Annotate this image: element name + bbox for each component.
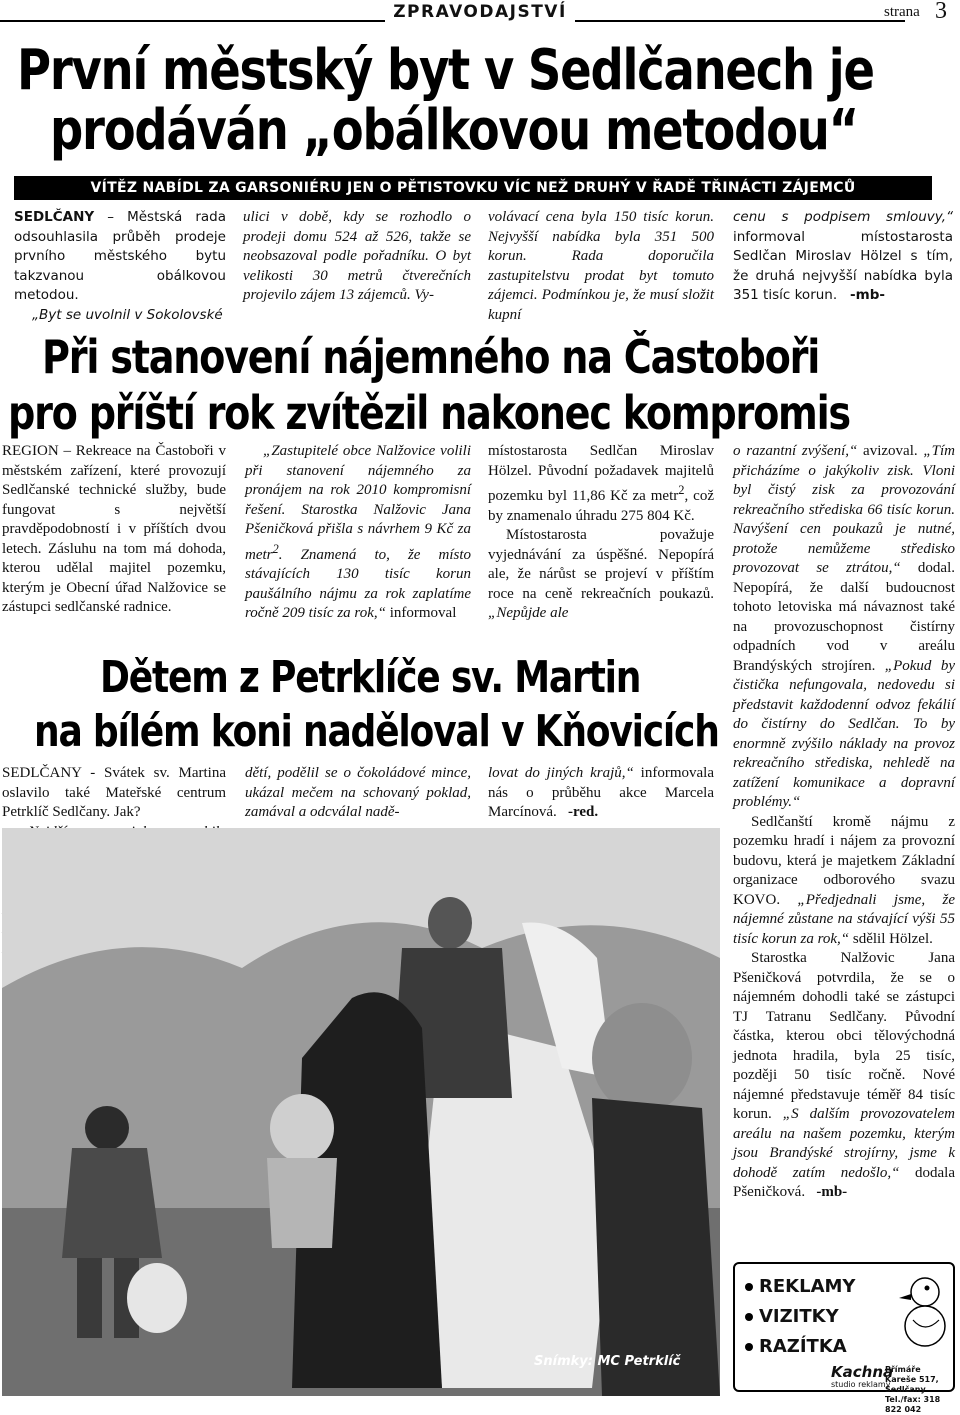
ad-address bbox=[885, 1365, 953, 1415]
article2-col3-text-cont: , což by znamenalo úhradu 275 804 Kč. bbox=[488, 488, 714, 524]
running-header bbox=[0, 0, 960, 24]
article2-title-line2: pro příští rok zvítězil nakonec kompromis bbox=[8, 386, 850, 440]
ad-brand-sub: studio reklamy bbox=[831, 1380, 891, 1389]
article1-col4-text: informoval místostarosta Sedlčan Miroslav Hölzel s tím, že druhá nejvyšší nabídka byla 351 tisíc korun. bbox=[733, 228, 953, 303]
ad-address-line: Přímáře Kareše 517, Sedlčany bbox=[885, 1365, 939, 1394]
article1-col1 bbox=[14, 208, 226, 325]
article2-col1 bbox=[2, 442, 226, 618]
ad-phone: Tel./fax: 318 822 042 bbox=[885, 1395, 941, 1414]
article1-subtitle: VÍTĚZ NABÍDL ZA GARSONIÉRU JEN O PĚTISTOVKU VÍC NEŽ DRUHÝ V ŘADĚ TŘINÁCTI ZÁJEMCŮ bbox=[14, 176, 932, 200]
article2-title-line1: Při stanovení nájemného na Častoboři bbox=[42, 330, 820, 384]
superscript: 2 bbox=[272, 541, 279, 556]
advertisement-kachna[interactable] bbox=[733, 1262, 955, 1414]
ad-item bbox=[745, 1336, 847, 1357]
article2-col2-quote-cont: . Znamená to, že místo stávajících 130 tisíc korun paušálního nájmu za rok zaplatíme ročně 209 tisíc za rok,“ bbox=[245, 546, 471, 621]
article1-col3: volávací cena byla 150 tisíc korun. Nejvyšší nabídka byla 351 500 korun. Rada doporučila zastupitelstvu prodat byt tomuto zájemci. Podmínkou je, že musí složit kupní bbox=[488, 209, 714, 323]
bullet-icon bbox=[745, 1283, 753, 1291]
article2-col4-text1: avizoval. bbox=[857, 443, 918, 459]
article2-col4-quote2: „Tím přicházíme o jakýkoliv zisk. Vloni byl čistý zisk za provozování rekreačního střediska 66 tisíc korun. Navýšení cen poukazů je nutné, protože nemůžeme středisko provozovat se ztrátou,“ bbox=[733, 443, 956, 576]
article2-col3-quote: „Nepůjde ale bbox=[488, 605, 569, 621]
article2-col3 bbox=[488, 442, 714, 624]
page-number: 3 bbox=[935, 0, 947, 24]
ad-item-label: RAZÍTKA bbox=[759, 1336, 847, 1357]
article3-title-line1: Dětem z Petrklíče sv. Martin bbox=[100, 652, 641, 703]
article2-col2 bbox=[245, 442, 471, 624]
dateline: SEDLČANY bbox=[2, 765, 82, 781]
article2-col4-quote1: o razantní zvýšení,“ bbox=[733, 443, 858, 459]
article2-col3-p2: Místostarosta považuje vyjednávání za úspěšné. Nepopírá ale, že nárůst se projeví v příštím roce na ceně rekreačních poukazů. bbox=[488, 527, 714, 602]
article2-col4-quote3: „Pokud by čistička nefungovala, nedovedu si představit každodenní odvoz fekálií do čistírny do Sedlčan. To by enormně zvýšilo náklady na provoz rekreačního střediska, nehledě na zatížení komunikace a dopravní problémy.“ bbox=[733, 657, 956, 810]
article1-col1-text: – Městská rada odsouhlasila průběh prodeje prvního městského bytu takzvanou obálkovou metodou. bbox=[14, 209, 226, 303]
author-sign: -mb- bbox=[816, 1184, 848, 1200]
duck-mascot-icon bbox=[895, 1270, 951, 1350]
article1-title-line2: prodáván „obálkovou metodou“ bbox=[50, 98, 858, 163]
article2-col2-end: informoval bbox=[385, 605, 457, 621]
article2-col4-text2: dodal. Nepopírá, že další budoucnost tohoto letoviska má návaznost také na provozuschopnost čistírny odpadních vod v areálu Brandýských strojíren. bbox=[733, 560, 956, 674]
article2-col4-p3: Starostka Nalžovic Jana Pšeničková potvrdila, že se o nájemném dohodli také se zástupci TJ Tatranu Sedlčany. Původní částka, kterou obci tělovýchodná jednota hradila, byla 25 tisíc, později 50 tisíc ročně. Nové nájemné představuje téměř 84 tisíc korun. bbox=[733, 950, 955, 1122]
bullet-icon bbox=[745, 1313, 753, 1321]
article2-col4 bbox=[733, 442, 955, 1203]
article1-col4-quote: cenu s podpisem smlouvy,“ bbox=[733, 209, 953, 225]
author-sign: -red. bbox=[567, 804, 599, 820]
author-sign: -mb- bbox=[850, 287, 885, 303]
ad-brand: Kachna bbox=[831, 1363, 894, 1381]
article3-col3 bbox=[488, 764, 714, 823]
article3-col3-quote: lovat do jiných krajů,“ bbox=[488, 765, 634, 781]
article1-title-line1: První městský byt v Sedlčanech je bbox=[17, 38, 874, 103]
page-label: strana bbox=[884, 4, 920, 20]
article2-col4-p2-end: sdělil Hölzel. bbox=[849, 930, 933, 947]
article3-title-line2: na bílém koni naděloval v Kňovicích bbox=[34, 706, 719, 757]
article2-col4-p2: Sedlčanští kromě nájmu z pozemku hradí i nájem za provozní budovu, která je majetkem Základní organizace odborového svazu KOVO. bbox=[733, 813, 955, 908]
photo-st-martin bbox=[2, 828, 720, 1396]
ad-item bbox=[745, 1276, 855, 1297]
article3-col1-text: - Svátek sv. Martina oslavilo také Mateřské centrum Petrklíč Sedlčany. Jak? bbox=[2, 765, 226, 820]
dateline: SEDLČANY bbox=[14, 209, 95, 225]
article3-col2: dětí, podělil se o čokoládové mince, ukázal mečem na schovaný poklad, zamával a odcválal nadě- bbox=[245, 765, 471, 820]
bullet-icon bbox=[745, 1343, 753, 1351]
photo-credit: Snímky: MC Petrklíč bbox=[534, 1354, 681, 1369]
article2-col4-p3-quote: „S dalším provozovatelem areálu na našem pozemku, kterým jsou Brandýské strojírny, jsme k dohodě zatím nedošlo,“ bbox=[733, 1106, 955, 1181]
article2-col1-text: – Rekreace na Častoboři v městském zařízení, které provozují Sedlčanské technické služby, bude fungovat s největší pravděpodobností i v příštích dvou letech. Zásluhu na tom má dohoda, kterou udělal majitel pozemku, kterým je Obecní úřad Nalžovice se zástupci sedlčanské radnice. bbox=[2, 443, 226, 615]
dateline: REGION bbox=[2, 443, 59, 459]
article1-col2: ulici v době, kdy se rozhodlo o prodeji domu 524 až 526, takže se neobsazoval podle pořadníku. O byt velikosti 30 metrů čtverečních projevilo zájem 13 zájemců. Vy- bbox=[243, 209, 471, 303]
article2-col4-p3-end: dodala Pšeničková. bbox=[733, 1164, 955, 1200]
article1-col1-quote: „Byt se uvolnil v Sokolovské bbox=[32, 306, 223, 323]
section-title: ZPRAVODAJSTVÍ bbox=[385, 0, 575, 24]
article2-col4-p2-quote: „Předjednali jsme, že nájemné zůstane na stávající výši 55 tisíc korun za rok,“ bbox=[733, 891, 955, 947]
article2-col2-quote: „Zastupitelé obce Nalžovice volili při stanovení nájemného za pronájem na rok 2010 kompromisní řešení. Starostka Nalžovic Jana Pšeničková přišla s návrhem 9 Kč za metr bbox=[245, 443, 471, 563]
photo-illustration bbox=[2, 828, 720, 1396]
article1-col4 bbox=[733, 208, 953, 306]
ad-item bbox=[745, 1306, 839, 1327]
ad-item-label: VIZITKY bbox=[759, 1306, 839, 1327]
article3-col3-text: informovala nás o průběhu akce Marcela Marcínová. bbox=[488, 765, 714, 820]
superscript: 2 bbox=[678, 483, 685, 497]
article2-col3-text: místostarosta Sedlčan Miroslav Hölzel. Původní požadavek majitelů pozemku byl 11,86 Kč za metr bbox=[488, 443, 714, 504]
ad-item-label: REKLAMY bbox=[759, 1276, 856, 1297]
